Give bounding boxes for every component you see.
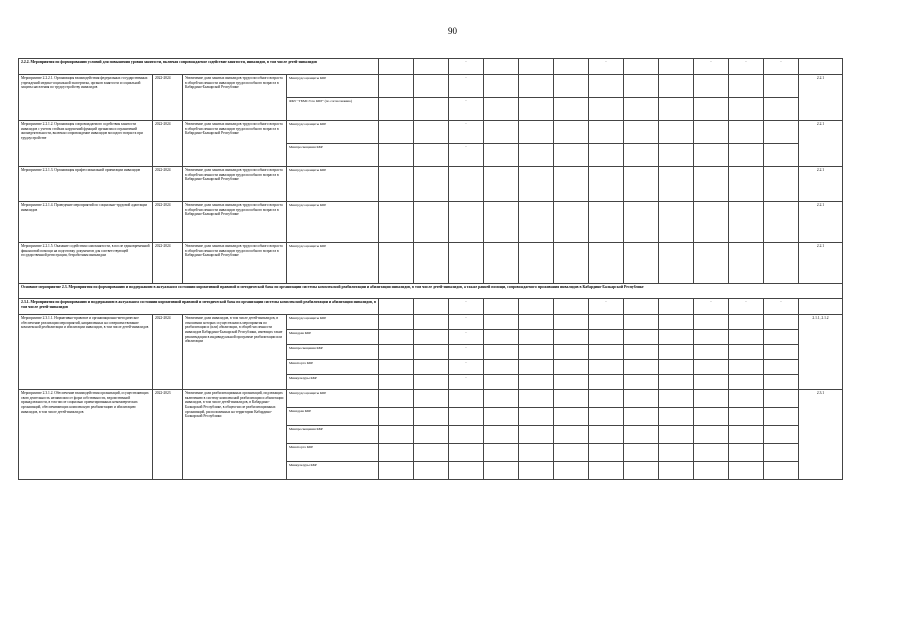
empty-cell <box>729 444 764 462</box>
empty-cell <box>414 144 449 167</box>
empty-cell <box>484 202 519 243</box>
empty-cell <box>554 444 589 462</box>
dash-cell: - <box>694 59 729 75</box>
empty-cell <box>519 390 554 408</box>
empty-cell <box>554 408 589 426</box>
empty-cell <box>764 243 799 284</box>
empty-cell <box>519 426 554 444</box>
empty-cell <box>659 202 694 243</box>
empty-cell <box>624 202 659 243</box>
empty-cell <box>659 299 694 315</box>
executor-name: Минспорта КБР <box>287 444 379 462</box>
empty-cell <box>554 462 589 480</box>
empty-cell <box>589 330 624 345</box>
empty-cell <box>694 315 729 330</box>
empty-cell <box>519 75 554 98</box>
empty-cell <box>659 444 694 462</box>
empty-cell <box>659 59 694 75</box>
indicator-ref: 2.2.1 <box>799 121 843 167</box>
empty-cell <box>799 299 843 315</box>
empty-cell <box>729 462 764 480</box>
empty-cell <box>764 315 799 330</box>
empty-cell <box>589 98 624 121</box>
empty-cell <box>484 59 519 75</box>
empty-cell <box>519 299 554 315</box>
empty-cell <box>519 345 554 360</box>
dash-cell: - <box>764 59 799 75</box>
empty-cell <box>729 167 764 202</box>
empty-cell <box>554 167 589 202</box>
empty-cell <box>414 345 449 360</box>
activity-row <box>19 167 843 202</box>
empty-cell <box>764 345 799 360</box>
empty-cell <box>694 98 729 121</box>
empty-cell <box>414 98 449 121</box>
empty-cell <box>484 345 519 360</box>
dash-cell: - <box>589 299 624 315</box>
empty-cell <box>764 167 799 202</box>
empty-cell <box>694 144 729 167</box>
empty-cell <box>379 75 414 98</box>
empty-cell <box>379 390 414 408</box>
empty-cell <box>519 202 554 243</box>
indicator-ref: 2.1.1, 2.1.2 <box>799 315 843 390</box>
empty-cell <box>519 144 554 167</box>
empty-cell <box>484 426 519 444</box>
empty-cell <box>694 360 729 375</box>
empty-cell <box>729 330 764 345</box>
empty-cell <box>694 243 729 284</box>
empty-cell <box>624 390 659 408</box>
empty-cell <box>729 390 764 408</box>
empty-cell <box>414 390 449 408</box>
indicator-ref: 2.2.1 <box>799 167 843 202</box>
empty-cell <box>379 98 414 121</box>
empty-cell <box>519 243 554 284</box>
empty-cell <box>659 462 694 480</box>
empty-cell <box>554 59 589 75</box>
empty-cell <box>554 98 589 121</box>
empty-cell <box>729 75 764 98</box>
empty-cell <box>519 98 554 121</box>
executor-name: Минкультуры КБР <box>287 375 379 390</box>
executor-name: Минтрудсоцзащиты КБР <box>287 390 379 408</box>
empty-cell <box>484 444 519 462</box>
empty-cell <box>519 444 554 462</box>
empty-cell <box>589 167 624 202</box>
activity-name: Мероприятие 2.2.1.5. Оказание содействия самозанятости, в после единовременной финансовой помощи на подготовку документов для соответствующей государственной регистрации, безработным инвалидам <box>19 243 153 284</box>
empty-cell <box>379 243 414 284</box>
empty-cell <box>624 330 659 345</box>
empty-cell <box>624 315 659 330</box>
activity-name: Мероприятие 2.2.1.2. Организация сопровождаемого содействия занятости инвалидов с учетом стойких нарушений функций организма и ограничений жизнедеятельности, включая сопровождение инвалидов молодого возраста при трудоустройстве <box>19 121 153 167</box>
empty-cell <box>414 426 449 444</box>
empty-cell <box>414 360 449 375</box>
empty-cell <box>414 202 449 243</box>
empty-cell <box>554 345 589 360</box>
activity-period: 2022-2024 <box>153 75 183 121</box>
empty-cell <box>694 375 729 390</box>
activity-period: 2022-2024 <box>153 167 183 202</box>
empty-cell <box>694 408 729 426</box>
value-cell <box>449 167 484 202</box>
empty-cell <box>764 98 799 121</box>
empty-cell <box>484 75 519 98</box>
empty-cell <box>659 390 694 408</box>
indicator-ref: 2.2.1 <box>799 75 843 121</box>
empty-cell <box>379 360 414 375</box>
empty-cell <box>379 202 414 243</box>
value-cell <box>449 444 484 462</box>
empty-cell <box>694 167 729 202</box>
empty-cell <box>519 315 554 330</box>
empty-cell <box>554 360 589 375</box>
empty-cell <box>414 408 449 426</box>
empty-cell <box>519 167 554 202</box>
empty-cell <box>659 98 694 121</box>
empty-cell <box>414 462 449 480</box>
executor-name: Минтрудсоцзащиты КБР <box>287 315 379 330</box>
empty-cell <box>519 462 554 480</box>
empty-cell <box>764 360 799 375</box>
dash-cell: - <box>589 59 624 75</box>
empty-cell <box>624 243 659 284</box>
empty-cell <box>694 390 729 408</box>
empty-cell <box>484 375 519 390</box>
activity-result: Увеличение доли занятых инвалидов трудоспособного возраста в общей численности инвалидов трудоспособного возраста в Кабардино-Балкарской Республике <box>183 121 287 167</box>
dash-cell: - <box>449 59 484 75</box>
empty-cell <box>519 330 554 345</box>
empty-cell <box>414 444 449 462</box>
empty-cell <box>379 167 414 202</box>
activity-name: Мероприятие 2.3.1.2. Обеспечение взаимодействия организаций, осуществляющих свою деятельность независимо от форм собственности, ведомственной принадлежности, в том числе социально ориентированных некоммерческих организаций, обеспечивающих комплексную реабилитацию и абилитацию инвалидов, в том числе детей-инвалидов <box>19 390 153 480</box>
empty-cell <box>624 375 659 390</box>
section-header-row <box>19 59 843 75</box>
empty-cell <box>519 360 554 375</box>
empty-cell <box>729 315 764 330</box>
empty-cell <box>484 408 519 426</box>
empty-cell <box>519 408 554 426</box>
empty-cell <box>729 243 764 284</box>
empty-cell <box>764 144 799 167</box>
empty-cell <box>764 462 799 480</box>
value-cell <box>449 202 484 243</box>
empty-cell <box>554 299 589 315</box>
empty-cell <box>659 121 694 144</box>
activity-row <box>19 75 843 98</box>
executor-name: ФКУ "ГБМСЭ по КБР" (по согласованию) <box>287 98 379 121</box>
empty-cell <box>764 375 799 390</box>
activity-name: Мероприятие 2.3.1.1. Нормативно-правовое и организационно-методическое обеспечение реализации мероприятий, направленных на совершенствование комплексной реабилитации и абилитации инвалидов, в том числе детей-инвалидов <box>19 315 153 390</box>
empty-cell <box>554 330 589 345</box>
empty-cell <box>729 408 764 426</box>
section-header-row <box>19 299 843 315</box>
dash-cell: - <box>449 299 484 315</box>
activity-result: Увеличение доли занятых инвалидов трудоспособного возраста в общей численности инвалидов трудоспособного возраста в Кабардино-Балкарской Республике <box>183 243 287 284</box>
empty-cell <box>379 375 414 390</box>
executor-name: Минпросвещения КБР <box>287 426 379 444</box>
executor-name: Минспорта КБР <box>287 360 379 375</box>
empty-cell <box>484 360 519 375</box>
empty-cell <box>484 315 519 330</box>
empty-cell <box>729 375 764 390</box>
empty-cell <box>484 243 519 284</box>
value-cell <box>449 243 484 284</box>
activity-period: 2022-2024 <box>153 202 183 243</box>
empty-cell <box>379 121 414 144</box>
empty-cell <box>379 299 414 315</box>
empty-cell <box>379 408 414 426</box>
empty-cell <box>484 167 519 202</box>
empty-cell <box>589 345 624 360</box>
empty-cell <box>694 121 729 144</box>
value-cell: - <box>449 121 484 144</box>
activity-name: Мероприятие 2.2.1.4. Проведение мероприятий по социально-трудовой адаптации инвалидов <box>19 202 153 243</box>
section-title: 2.2.2. Мероприятия по формированию условий для повышения уровня занятости, включая сопровождаемое содействие занятости, инвалидов, в том числе детей-инвалидов <box>19 59 379 75</box>
executor-name: Минпросвещения КБР <box>287 144 379 167</box>
empty-cell <box>414 121 449 144</box>
empty-cell <box>519 375 554 390</box>
activity-name: Мероприятие 2.2.2.1. Организация взаимодействия федеральных государственных учреждений медико-социальной экспертизы, органов занятости и социальной защиты населения по трудоустройству инвалидов <box>19 75 153 121</box>
empty-cell <box>799 59 843 75</box>
empty-cell <box>764 426 799 444</box>
empty-cell <box>659 315 694 330</box>
empty-cell <box>484 121 519 144</box>
empty-cell <box>554 144 589 167</box>
empty-cell <box>764 75 799 98</box>
empty-cell <box>589 462 624 480</box>
empty-cell <box>624 360 659 375</box>
empty-cell <box>484 330 519 345</box>
empty-cell <box>414 299 449 315</box>
activity-period: 2022-2023 <box>153 390 183 480</box>
empty-cell <box>659 144 694 167</box>
empty-cell <box>484 462 519 480</box>
empty-cell <box>659 408 694 426</box>
activity-row <box>19 202 843 243</box>
activity-period: 2022-2024 <box>153 315 183 390</box>
empty-cell <box>554 426 589 444</box>
value-cell: - <box>449 345 484 360</box>
empty-cell <box>554 390 589 408</box>
empty-cell <box>379 462 414 480</box>
activity-result: Увеличение доли инвалидов, в том числе детей-инвалидов, в отношении которых осуществлялись мероприятия по реабилитации и (или) абилитации, в общей численности инвалидов Кабардино-Балкарской Республики, имеющих такие рекомендации в индивидуальной программе реабилитации или абилитации <box>183 315 287 390</box>
value-cell <box>449 408 484 426</box>
empty-cell <box>589 390 624 408</box>
empty-cell <box>624 345 659 360</box>
main-activity-row <box>19 284 843 299</box>
empty-cell <box>694 202 729 243</box>
empty-cell <box>589 426 624 444</box>
empty-cell <box>729 360 764 375</box>
empty-cell <box>624 299 659 315</box>
empty-cell <box>694 444 729 462</box>
empty-cell <box>554 315 589 330</box>
empty-cell <box>764 330 799 345</box>
empty-cell <box>694 462 729 480</box>
activity-result: Увеличение доли занятых инвалидов трудоспособного возраста в общей численности инвалидов трудоспособного возраста в Кабардино-Балкарской Республике <box>183 75 287 121</box>
empty-cell <box>379 330 414 345</box>
activity-result: Увеличение доли реабилитационных организаций, подлежащих включению в систему комплексной реабилитации и абилитации инвалидов, в том числе детей-инвалидов, в Кабардино-Балкарской Республике, в общем числе реабилитационных организаций, расположенных на территории Кабардино-Балкарской Республики <box>183 390 287 480</box>
executor-name: Минтрудсоцзащиты КБР <box>287 202 379 243</box>
program-table <box>18 58 843 480</box>
empty-cell <box>659 330 694 345</box>
empty-cell <box>624 408 659 426</box>
value-cell <box>449 390 484 408</box>
main-activity-title: Основное мероприятие 2.3. Мероприятия по формированию и поддержанию в актуальном состоянии нормативной правовой и методической базы по организации системы комплексной реабилитации и абилитации инвалидов, в том числе детей-инвалидов, а также ранней помощи, сопровождаемого проживания инвалидов в Кабардино-Балкарской Республике <box>19 284 843 299</box>
empty-cell <box>554 75 589 98</box>
empty-cell <box>694 345 729 360</box>
empty-cell <box>659 167 694 202</box>
empty-cell <box>379 59 414 75</box>
indicator-ref: 2.2.1 <box>799 243 843 284</box>
activity-row <box>19 315 843 330</box>
empty-cell <box>414 243 449 284</box>
empty-cell <box>414 330 449 345</box>
dash-cell: - <box>694 299 729 315</box>
empty-cell <box>379 315 414 330</box>
executor-name: Минздрав КБР <box>287 408 379 426</box>
activity-period: 2022-2024 <box>153 243 183 284</box>
empty-cell <box>414 167 449 202</box>
empty-cell <box>589 444 624 462</box>
dash-cell: - <box>764 299 799 315</box>
empty-cell <box>729 144 764 167</box>
empty-cell <box>379 144 414 167</box>
empty-cell <box>624 121 659 144</box>
empty-cell <box>554 243 589 284</box>
empty-cell <box>729 202 764 243</box>
empty-cell <box>729 345 764 360</box>
empty-cell <box>589 121 624 144</box>
empty-cell <box>589 360 624 375</box>
empty-cell <box>414 59 449 75</box>
empty-cell <box>624 462 659 480</box>
empty-cell <box>484 144 519 167</box>
empty-cell <box>694 75 729 98</box>
empty-cell <box>414 315 449 330</box>
empty-cell <box>379 345 414 360</box>
empty-cell <box>484 299 519 315</box>
empty-cell <box>624 98 659 121</box>
indicator-ref: 2.2.1 <box>799 202 843 243</box>
empty-cell <box>624 144 659 167</box>
empty-cell <box>624 75 659 98</box>
empty-cell <box>729 121 764 144</box>
empty-cell <box>729 426 764 444</box>
executor-name: Минтрудсоцзащиты КБР <box>287 167 379 202</box>
empty-cell <box>414 75 449 98</box>
empty-cell <box>764 202 799 243</box>
empty-cell <box>659 360 694 375</box>
empty-cell <box>589 243 624 284</box>
value-cell: - <box>449 144 484 167</box>
executor-name: Минкультуры КБР <box>287 462 379 480</box>
empty-cell <box>589 202 624 243</box>
empty-cell <box>589 408 624 426</box>
activity-row <box>19 243 843 284</box>
activity-row <box>19 121 843 144</box>
empty-cell <box>659 345 694 360</box>
executor-name: Минтрудсоцзащиты КБР <box>287 75 379 98</box>
section-title: 2.3.1. Мероприятия по формированию и поддержанию в актуальном состоянии нормативной правовой и методической базы по организации системы комплексной реабилитации и абилитации инвалидов, в том числе детей-инвалидов <box>19 299 379 315</box>
empty-cell <box>484 390 519 408</box>
empty-cell <box>554 375 589 390</box>
empty-cell <box>694 426 729 444</box>
value-cell: - <box>449 360 484 375</box>
dash-cell: - <box>729 299 764 315</box>
value-cell: - <box>449 75 484 98</box>
value-cell: - <box>449 315 484 330</box>
activity-name: Мероприятие 2.2.1.3. Организация профессиональной ориентации инвалидов <box>19 167 153 202</box>
empty-cell <box>659 75 694 98</box>
empty-cell <box>414 375 449 390</box>
empty-cell <box>379 426 414 444</box>
executor-name: Минздрав КБР <box>287 330 379 345</box>
activity-row <box>19 390 843 408</box>
empty-cell <box>659 426 694 444</box>
empty-cell <box>624 59 659 75</box>
value-cell <box>449 426 484 444</box>
empty-cell <box>764 444 799 462</box>
activity-result: Увеличение доли занятых инвалидов трудоспособного возраста в общей численности инвалидов трудоспособного возраста в Кабардино-Балкарской Республике <box>183 202 287 243</box>
empty-cell <box>589 75 624 98</box>
empty-cell <box>729 98 764 121</box>
executor-name: Минтрудсоцзащиты КБР <box>287 243 379 284</box>
page-number: 90 <box>448 26 457 36</box>
value-cell <box>449 462 484 480</box>
empty-cell <box>554 121 589 144</box>
empty-cell <box>589 144 624 167</box>
executor-name: Минпросвещения КБР <box>287 345 379 360</box>
value-cell: - <box>449 330 484 345</box>
value-cell: - <box>449 98 484 121</box>
indicator-ref: 2.3.1 <box>799 390 843 480</box>
empty-cell <box>624 444 659 462</box>
empty-cell <box>589 315 624 330</box>
executor-name: Минтрудсоцзащиты КБР <box>287 121 379 144</box>
empty-cell <box>589 375 624 390</box>
activity-result: Увеличение доли занятых инвалидов трудоспособного возраста в общей численности инвалидов трудоспособного возраста в Кабардино-Балкарской Республике <box>183 167 287 202</box>
empty-cell <box>484 98 519 121</box>
empty-cell <box>379 444 414 462</box>
activity-period: 2022-2024 <box>153 121 183 167</box>
empty-cell <box>659 375 694 390</box>
empty-cell <box>519 59 554 75</box>
empty-cell <box>764 121 799 144</box>
empty-cell <box>554 202 589 243</box>
value-cell: - <box>449 375 484 390</box>
empty-cell <box>694 330 729 345</box>
empty-cell <box>659 243 694 284</box>
empty-cell <box>764 390 799 408</box>
empty-cell <box>764 408 799 426</box>
dash-cell: - <box>729 59 764 75</box>
empty-cell <box>519 121 554 144</box>
empty-cell <box>624 167 659 202</box>
empty-cell <box>624 426 659 444</box>
